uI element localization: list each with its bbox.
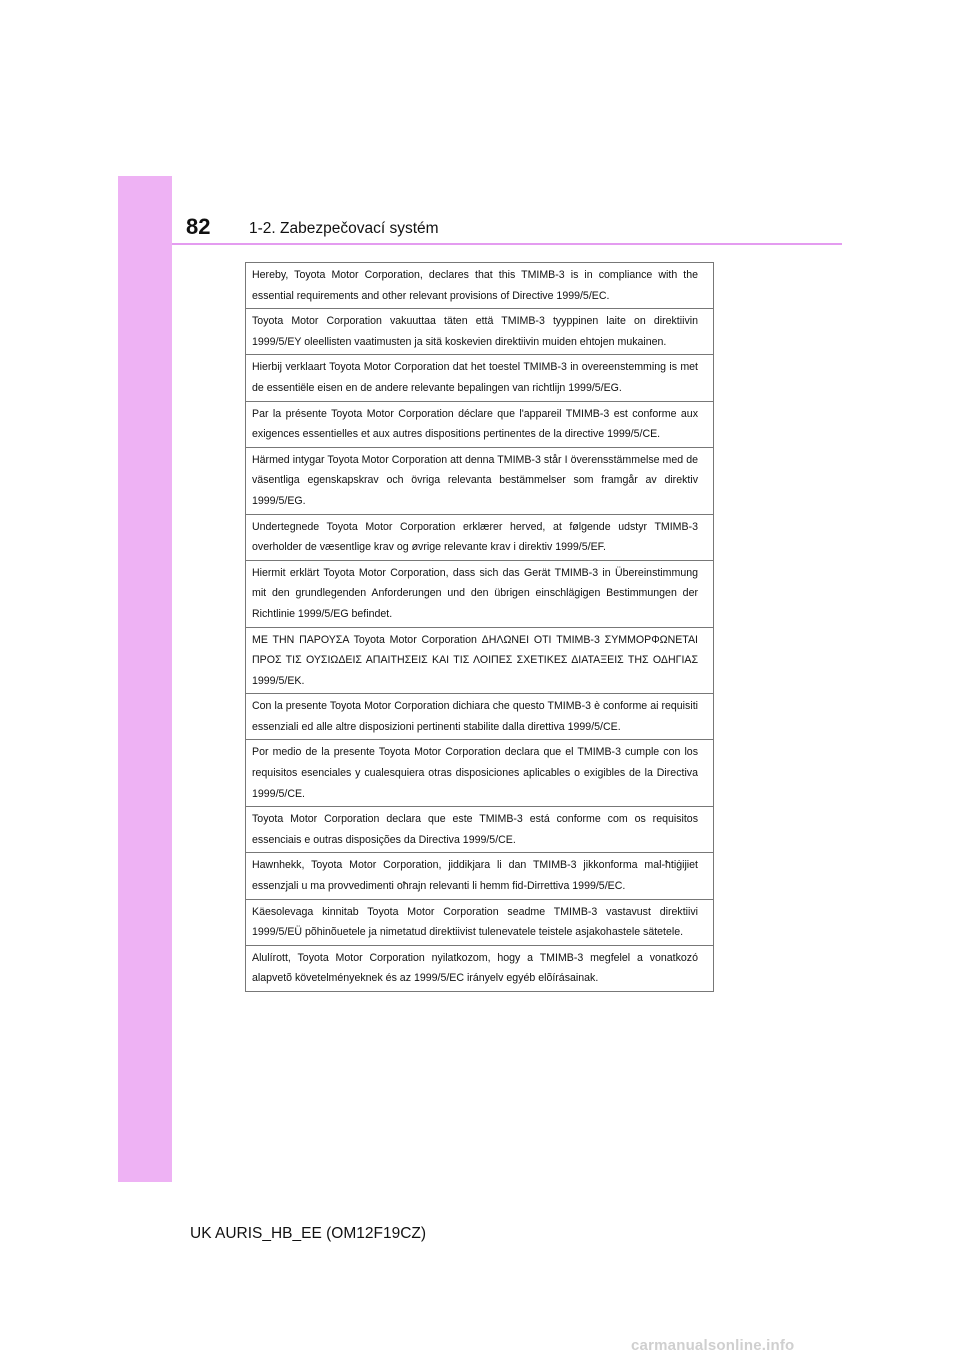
declaration-row-da: Undertegnede Toyota Motor Corporation erklærer herved, at følgende udstyr TMIMB-3 overholder de væsentlige krav og øvrige relevante krav i direktiv 1999/5/EF. <box>246 515 713 561</box>
declaration-row-nl: Hierbij verklaart Toyota Motor Corporation dat het toestel TMIMB-3 in overeenstemming is met de essentiële eisen en de andere relevante bepalingen van richtlijn 1999/5/EG. <box>246 355 713 401</box>
declaration-row-en: Hereby, Toyota Motor Corporation, declares that this TMIMB-3 is in compliance with the essential requirements and other relevant provisions of Directive 1999/5/EC. <box>246 263 713 309</box>
side-color-band <box>118 176 172 1182</box>
declaration-row-sv: Härmed intygar Toyota Motor Corporation att denna TMIMB-3 står I överensstämmelse med de väsentliga egenskapskrav och övriga relevanta bestämmelser som framgår av direktiv 1999/5/EG. <box>246 448 713 515</box>
declaration-row-el: ΜΕ ΤΗΝ ΠΑΡΟΥΣΑ Toyota Motor Corporation ΔΗΛΩΝΕΙ ΟΤΙ TMIMB-3 ΣΥΜΜΟΡΦΩΝΕΤΑΙ ΠΡΟΣ ΤΙΣ ΟΥΣΙΩΔΕΙΣ ΑΠΑΙΤΗΣΕΙΣ ΚΑΙ ΤΙΣ ΛΟΙΠΕΣ ΣΧΕΤΙΚΕΣ ΔΙΑΤΑΞΕΙΣ ΤΗΣ ΟΔΗΓΙΑΣ 1999/5/ΕΚ. <box>246 628 713 695</box>
declaration-row-et: Käesolevaga kinnitab Toyota Motor Corporation seadme TMIMB-3 vastavust direktiivi 1999/5/EÜ põhinõuetele ja nimetatud direktiivist tulenevatele teistele asjakohastele sätetele. <box>246 900 713 946</box>
declaration-row-de: Hiermit erklärt Toyota Motor Corporation, dass sich das Gerät TMIMB-3 in Übereinstimmung mit den grundlegenden Anforderungen und den übrigen einschlägigen Bestimmungen der Richtlinie 1999/5/EG befindet. <box>246 561 713 628</box>
manual-code: UK AURIS_HB_EE (OM12F19CZ) <box>190 1225 427 1242</box>
header-divider <box>172 243 842 245</box>
declarations-table <box>245 262 714 992</box>
declaration-row-fr: Par la présente Toyota Motor Corporation déclare que l'appareil TMIMB-3 est conforme aux exigences essentielles et aux autres dispositions pertinentes de la directive 1999/5/CE. <box>246 402 713 448</box>
page-number: 82 <box>186 214 211 239</box>
section-title: 1-2. Zabezpečovací systém <box>249 220 439 237</box>
declaration-row-pt: Toyota Motor Corporation declara que este TMIMB-3 está conforme com os requisitos essenciais e outras disposições da Directiva 1999/5/CE. <box>246 807 713 853</box>
watermark: carmanualsonline.info <box>631 1337 795 1354</box>
declaration-row-fi: Toyota Motor Corporation vakuuttaa täten että TMIMB-3 tyyppinen laite on direktiivin 1999/5/EY oleellisten vaatimusten ja sitä koskevien direktiivin muiden ehtojen mukainen. <box>246 309 713 355</box>
declaration-row-hu: Alulírott, Toyota Motor Corporation nyilatkozom, hogy a TMIMB-3 megfelel a vonatkozó alapvetõ követelményeknek és az 1999/5/EC irányelv egyéb elõírásainak. <box>246 946 713 992</box>
declaration-row-mt: Hawnhekk, Toyota Motor Corporation, jiddikjara li dan TMIMB-3 jikkonforma mal-ħtiġijiet essenzjali u ma provvedimenti oħrajn relevanti li hemm fid-Dirrettiva 1999/5/EC. <box>246 853 713 899</box>
declaration-row-es: Por medio de la presente Toyota Motor Corporation declara que el TMIMB-3 cumple con los requisitos esenciales y cualesquiera otras disposiciones aplicables o exigibles de la Directiva 1999/5/CE. <box>246 740 713 807</box>
declaration-row-it: Con la presente Toyota Motor Corporation dichiara che questo TMIMB-3 è conforme ai requisiti essenziali ed alle altre disposizioni pertinenti stabilite dalla direttiva 1999/5/CE. <box>246 694 713 740</box>
